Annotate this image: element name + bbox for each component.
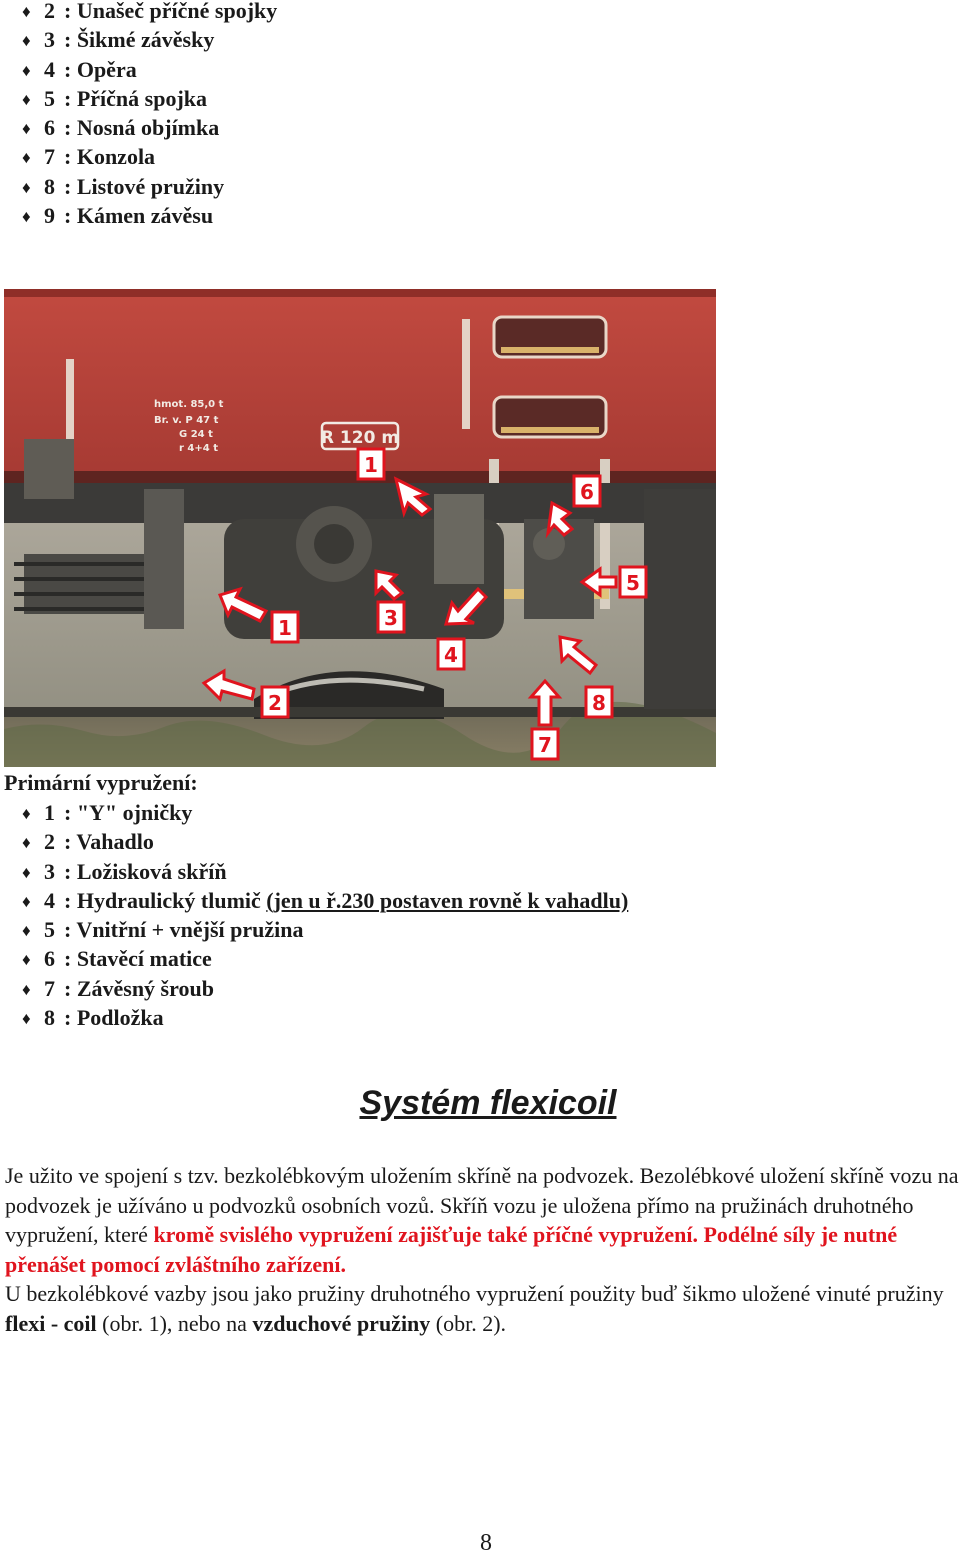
svg-text:1: 1 [278, 616, 292, 640]
list-item [22, 84, 277, 113]
diamond-bullet-icon: ♦ [22, 921, 31, 941]
item-number: 4 [44, 887, 55, 913]
spec-line: r 4+4 t [179, 443, 218, 454]
paragraph-bold-term: flexi - coil [5, 1310, 97, 1336]
svg-text:5: 5 [626, 571, 640, 595]
item-number: 4 [44, 56, 55, 82]
item-number: 6 [44, 946, 55, 972]
diamond-bullet-icon: ♦ [22, 979, 31, 999]
svg-text:7: 7 [538, 733, 552, 757]
item-note-underlined: (jen u ř.230 postaven rovně k vahadlu) [266, 887, 629, 913]
list-item [22, 944, 628, 973]
svg-text:4: 4 [444, 643, 458, 667]
spec-line: G 24 t [179, 429, 213, 440]
diamond-bullet-icon: ♦ [22, 207, 31, 227]
item-number: 6 [44, 115, 55, 141]
item-number: 8 [44, 1005, 55, 1031]
list-item [22, 827, 628, 856]
diamond-bullet-icon: ♦ [22, 119, 31, 139]
list-item [22, 25, 277, 54]
list-item [22, 113, 277, 142]
item-text: : Ložisková skříň [64, 858, 227, 884]
diamond-bullet-icon: ♦ [22, 89, 31, 109]
primary-suspension-heading: Primární vypružení: [4, 770, 198, 795]
list-item [22, 974, 628, 1003]
item-number: 7 [44, 144, 55, 170]
bogie-photo-illustration [4, 289, 716, 767]
diamond-bullet-icon: ♦ [22, 31, 31, 51]
spec-line: Br. v. P 47 t [154, 415, 219, 426]
diamond-bullet-icon: ♦ [22, 2, 31, 21]
item-text: : Listové pružiny [64, 173, 225, 199]
item-text: : Nosná objímka [64, 115, 220, 141]
section-title: Systém flexicoil [359, 1084, 617, 1122]
item-number: 3 [44, 858, 55, 884]
list-item [22, 172, 277, 201]
load-plate-text: R 120 m [320, 428, 400, 448]
svg-text:1: 1 [364, 453, 378, 477]
list-item [22, 857, 628, 886]
item-number: 2 [44, 829, 55, 855]
list-item [22, 886, 628, 915]
item-text: : Příčná spojka [64, 85, 207, 111]
item-number: 8 [44, 173, 55, 199]
item-text: : "Y" ojničky [64, 800, 193, 825]
page-number: 8 [480, 1530, 492, 1556]
spec-line: hmot. 85,0 t [154, 399, 224, 410]
svg-text:2: 2 [268, 691, 282, 715]
item-number: 2 [44, 0, 55, 23]
diamond-bullet-icon: ♦ [22, 148, 31, 168]
diamond-bullet-icon: ♦ [22, 833, 31, 853]
item-number: 7 [44, 975, 55, 1001]
bogie-photo [4, 289, 716, 767]
svg-text:3: 3 [384, 606, 398, 630]
diamond-bullet-icon: ♦ [22, 60, 31, 80]
item-text: : Stavěcí matice [64, 946, 212, 972]
item-text: : Hydraulický tlumič [64, 887, 267, 913]
paragraph-text: (obr. 2). [430, 1310, 507, 1336]
diamond-bullet-icon: ♦ [22, 177, 31, 197]
item-number: 5 [44, 917, 55, 943]
paragraph-text: Je užito ve spojení s tzv. bezkolébkovým uložením skříně na podvozek. Bezolébkové uložení skříně vozu na podvozek je užíváno u podvozků osobních vozů. Skříň vozu je uložena přímo na pružinách druhotného vypružení, které [5, 1163, 959, 1247]
item-text: : Vnitřní + vnější pružina [64, 917, 304, 943]
list-item [22, 201, 277, 230]
item-text: : Unašeč příčné spojky [64, 0, 278, 23]
diamond-bullet-icon: ♦ [22, 862, 31, 882]
top-component-list [22, 0, 277, 230]
diamond-bullet-icon: ♦ [22, 1009, 31, 1029]
svg-text:6: 6 [580, 480, 594, 504]
list-item [22, 142, 277, 171]
list-item [22, 1003, 628, 1032]
paragraph-highlight: kromě svislého vypružení zajišťuje také příčné vypružení. Podélné síly je nutné přenášet pomocí zvláštního zařízení. [5, 1222, 898, 1277]
list-item [22, 798, 628, 827]
diamond-bullet-icon: ♦ [22, 950, 31, 970]
svg-text:8: 8 [592, 691, 606, 715]
item-text: : Závěsný šroub [64, 975, 214, 1001]
list-item [22, 915, 628, 944]
item-text: : Konzola [64, 144, 156, 170]
paragraph-bold-term: vzduchové pružiny [252, 1310, 431, 1336]
item-text: : Šikmé závěsky [64, 27, 215, 53]
item-number: 1 [44, 800, 55, 825]
diamond-bullet-icon: ♦ [22, 804, 31, 823]
item-text: : Podložka [64, 1005, 164, 1031]
item-number: 9 [44, 203, 55, 229]
list-item [22, 55, 277, 84]
item-number: 5 [44, 85, 55, 111]
item-text: : Vahadlo [64, 829, 154, 855]
diamond-bullet-icon: ♦ [22, 891, 31, 911]
primary-suspension-list [22, 798, 628, 1032]
list-item [22, 0, 277, 25]
item-number: 3 [44, 27, 55, 53]
body-paragraph [5, 1161, 960, 1338]
item-text: : Opěra [64, 56, 137, 82]
paragraph-text: U bezkolébkové vazby jsou jako pružiny druhotného vypružení použity buď šikmo uložené vinuté pružiny [5, 1281, 944, 1306]
item-text: : Kámen závěsu [64, 203, 214, 229]
paragraph-text: (obr. 1), nebo na [96, 1310, 253, 1336]
